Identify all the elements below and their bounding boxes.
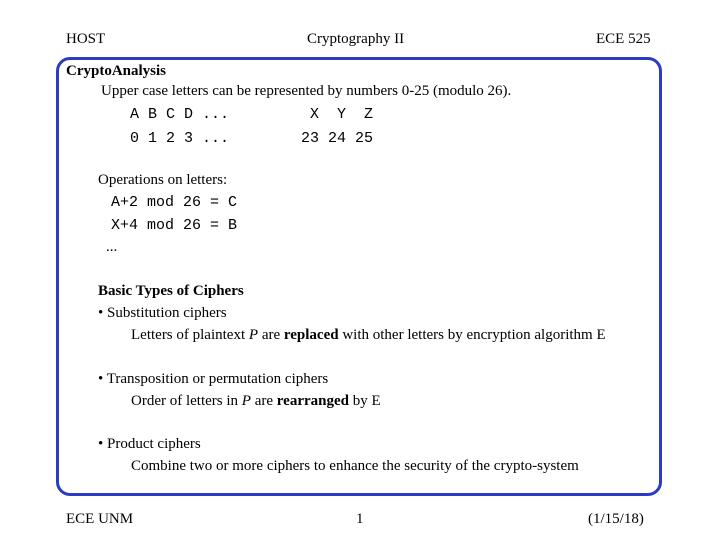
substitution-heading: • Substitution ciphers <box>98 305 227 321</box>
substitution-description: Letters of plaintext P are replaced with other letters by encryption algorithm E <box>131 327 606 343</box>
intro-text: Upper case letters can be represented by numbers 0-25 (modulo 26). <box>101 83 512 99</box>
operations-heading: Operations on letters: <box>98 172 228 188</box>
footer-left: ECE UNM <box>66 511 134 527</box>
footer-date: (1/15/18) <box>588 511 644 527</box>
cipher-types-heading: Basic Types of Ciphers <box>98 283 244 299</box>
header-title: Cryptography II <box>307 31 405 47</box>
letters-row: A B C D ... X Y Z <box>130 106 374 123</box>
slide-title: CryptoAnalysis <box>66 63 167 79</box>
header-left: HOST <box>66 31 106 47</box>
ellipsis: ... <box>106 239 118 255</box>
product-heading: • Product ciphers <box>98 436 201 452</box>
header-right: ECE 525 <box>596 31 651 47</box>
page-number: 1 <box>356 511 364 527</box>
product-description: Combine two or more ciphers to enhance the security of the crypto-system <box>131 458 579 474</box>
transposition-description: Order of letters in P are rearranged by E <box>131 393 381 409</box>
numbers-row: 0 1 2 3 ... 23 24 25 <box>130 130 374 147</box>
transposition-heading: • Transposition or permutation ciphers <box>98 371 329 387</box>
operation-1: A+2 mod 26 = C <box>111 194 238 211</box>
operation-2: X+4 mod 26 = B <box>111 217 238 234</box>
